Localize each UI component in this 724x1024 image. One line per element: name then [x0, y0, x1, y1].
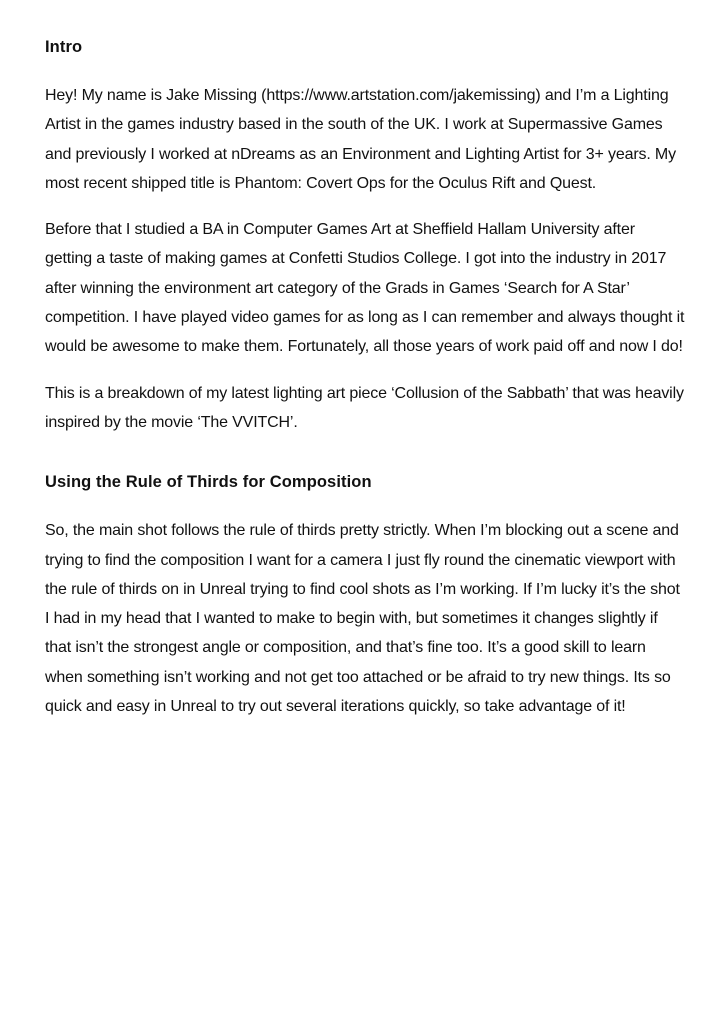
section-heading-rule-of-thirds: Using the Rule of Thirds for Composition [45, 473, 372, 492]
article-body [45, 34, 685, 721]
section-heading-intro: Intro [45, 38, 83, 56]
rule-of-thirds-paragraph: So, the main shot follows the rule of thirds pretty strictly. When I’m blocking out a scene and trying to find the composition I want for a camera I just fly round the cinematic viewport with the rule of thirds on in Unreal trying to find cool shots as I’m working. If I’m lucky it’s the shot I had in my head that I wanted to make to begin with, but sometimes it changes slightly if that isn’t the strongest angle or composition, and that’s fine too. It’s a good skill to learn when something isn’t working and not get too attached or be afraid to try new things. Its so quick and easy in Unreal to try out several iterations quickly, so take advantage of it! [45, 522, 680, 716]
intro-paragraph: Hey! My name is Jake Missing (https://www.artstation.com/jakemissing) and I’m a Lighting Artist in the games industry based in the south of the UK. I work at Supermassive Games and previously I worked at nDreams as an Environment and Lighting Artist for 3+ years. My most recent shipped title is Phantom: Covert Ops for the Oculus Rift and Quest. [45, 87, 676, 192]
breakdown-intro-paragraph: This is a breakdown of my latest lighting art piece ‘Collusion of the Sabbath’ that was heavily inspired by the movie ‘The VVITCH’. [45, 384, 684, 431]
background-paragraph: Before that I studied a BA in Computer Games Art at Sheffield Hallam University after getting a taste of making games at Confetti Studios College. I got into the industry in 2017 after winning the environment art category of the Grads in Games ‘Search for A Star’ competition. I have played video games for as long as I can remember and always thought it would be awesome to make them. Fortunately, all those years of work paid off and now I do! [45, 221, 685, 356]
